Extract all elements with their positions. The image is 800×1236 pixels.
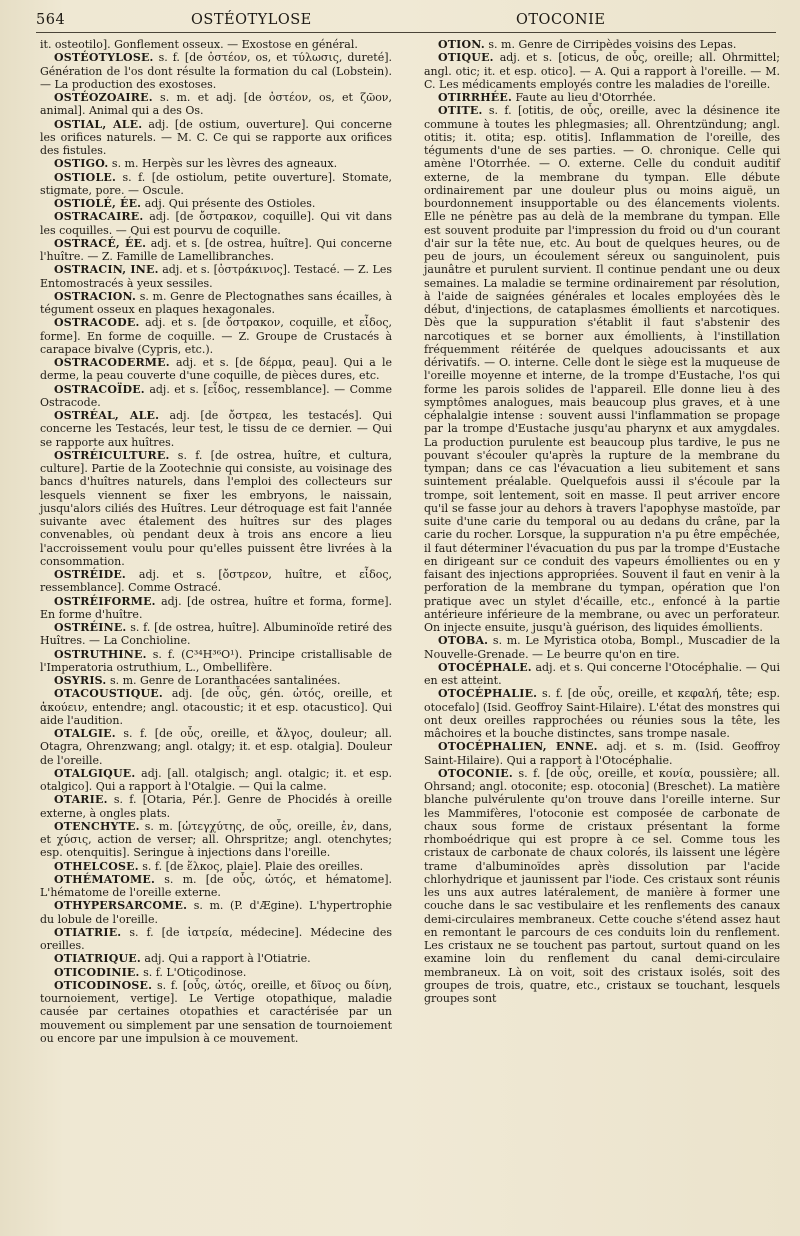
entry-definition: adj. Qui présente des Ostioles. bbox=[144, 197, 316, 210]
entry-headword: OSTRÉICULTURE. bbox=[54, 448, 170, 462]
dictionary-entry bbox=[40, 356, 392, 383]
entry-definition: s. f. [otitis, de οὖς, oreille, avec la désinence ite commune à toutes les phlegmasies; all. Ohrentzündung; angl. otitis; it. otita; esp. otitis]. Inflammation de l'oreille, des téguments d'une de ses parties. — O. chronique. Celle qui amène l'Otorrhée. — O. externe. Celle du conduit auditif externe, de la membrane du tympan. Elle débute ordinairement par une douleur plus ou moins aiguë, un bourdonnement insupportable ou des élancements violents. Elle ne pénètre pas au delà de la membrane du tympan. Elle est souvent produite par l'impression du froid ou d'un courant d'air sur la tête nue, etc. Au bout de quelques heures, ou de peu de jours, un écoulement séreux ou sanguinolent, puis jaunâtre et purulent survient. Il continue pendant une ou deux semaines. La maladie se termine ordinairement par résolution, à l'aide de saignées générales et locales employées dès le début, d'injections, de cataplasmes émollients et narcotiques. Dès que la suppuration s'établit il faut s'abstenir des narcotiques et se borner aux émollients, à l'instillation fréquemment réitérée de quelques adoucissants et aux dérivatifs. — O. interne. Celle dont le siège est la muqueuse de l'oreille moyenne et interne, de la trompe d'Eustache, l'os qui forme les parois solides de l'appareil. Elle donne lieu à des symptômes analogues, mais beaucoup plus graves, et à une céphalalgie intense : souvent aussi l'inflammation se propage par la trompe d'Eustache jusqu'au pharynx et aux amygdales. La production purulente est beaucoup plus tardive, le pus ne pouvant s'écouler qu'après la rupture de la membrane du tympan; dans ce cas l'évacuation a lieu subitement et sans suintement préalable. Quelquefois aussi il s'écoule par la trompe, soit lentement, soit en masse. Il peut arriver encore qu'il se fasse jour au dehors à travers l'apophyse mastoïde, par suite d'une carie du temporal ou au dedans du crâne, par la carie du rocher. Lorsque, la suppuration n'a pu être empêchée, il faut déterminer l'évacuation du pus par la trompe d'Eustache en dirigeant sur ce conduit des vapeurs émollientes ou en y faisant des injections appropriées. Souvent il faut en venir à la perforation de la membrane du tympan, opération que l'on pratique avec un stylet d'écaille, etc., enfoncé à la partie antérieure inférieure de la membrane, ou avec un perforateur. On injecte ensuite, jusqu'à guérison, des liquides émollients. bbox=[424, 104, 780, 634]
entry-definition: s. f. [Otaria, Pér.]. Genre de Phocidés à oreille externe, à ongles plats. bbox=[40, 793, 392, 820]
entry-headword: OSTRACIN, INE. bbox=[54, 263, 159, 277]
entry-headword: OSTIOLÉ, ÉE. bbox=[54, 197, 142, 210]
dictionary-entry bbox=[40, 899, 392, 926]
entry-headword: OSTRACÉ, ÉE. bbox=[54, 236, 147, 250]
dictionary-entry bbox=[40, 51, 392, 91]
header-rule bbox=[36, 32, 776, 33]
dictionary-entry bbox=[40, 171, 392, 198]
entry-definition: s. m. Genre de Cirripèdes voisins des Lepas. bbox=[488, 38, 737, 51]
running-header bbox=[36, 8, 776, 34]
entry-headword: OSTIGO. bbox=[54, 157, 109, 171]
entry-headword: OSTRÉAL, ALE. bbox=[54, 409, 160, 422]
entry-definition: adj. Qui a rapport à l'Otiatrie. bbox=[144, 952, 311, 966]
entry-definition: s. m. Genre de Plectognathes sans écailles, à tégument osseux en plaques hexagonales. bbox=[40, 289, 393, 316]
entry-headword: OTENCHYTE. bbox=[54, 819, 140, 833]
entry-headword: OSTRÉIFORME. bbox=[54, 594, 156, 608]
entry-headword: OTICODINIE. bbox=[54, 965, 140, 979]
dictionary-entry bbox=[40, 263, 392, 290]
entry-headword: OTOBA. bbox=[438, 634, 489, 648]
entry-headword: OSTRACOÏDE. bbox=[54, 382, 145, 396]
entry-definition: adj. et s. Qui concerne l'Otocéphalie. — Qui en est atteint. bbox=[424, 660, 781, 687]
entry-definition: adj. et s. [oticus, de οὖς, oreille; all. Ohrmittel; angl. otic; it. et esp. otico]. — A. Qui a rapport à l'oreille. — M. C. Les médicaments employés contre les maladies de l'oreille. bbox=[424, 51, 780, 91]
entry-definition: s. f. [de ἕλκος, plaie]. Plaie des oreilles. bbox=[142, 859, 364, 873]
entry-headword: OSTRACODERME. bbox=[54, 356, 170, 369]
dictionary-entry bbox=[40, 793, 392, 820]
entry-headword: OSTÉOTYLOSE. bbox=[54, 51, 154, 65]
entry-definition: s. f. [de οὖς, oreille, et κονία, poussière; all. Ohrsand; angl. otoconite; esp. otoconia] (Breschet). La matière blanche pulvérulente qu'on trouve dans l'oreille interne. Sur les Mammifères, l'otoconie est composée de carbonate de chaux sous forme de cristaux présentant la forme rhomboédrique qui est propre à ce sel. Comme tous les cristaux de carbonate de chaux colorés, ils laissent une légère trame d'albuminoïdes après dissolution par l'acide chlorhydrique et jaunissent par l'iode. Ces cristaux sont réunis les uns aux autres latéralement, de manière à former une couche dans le sac vestibulaire et les renflements des canaux demi-circulaires membraneux. Cette couche s'étend assez haut en remontant le parcours de ces conduits loin du renflement. Les cristaux ne se touchent pas partout, surtout quand on les examine loin du renflement du canal demi-circulaire membraneux. Là on voit, soit des cristaux isolés, soit des groupes de trois, quatre, etc., cristaux se touchant, lesquels groupes sont bbox=[424, 766, 780, 1005]
left-column bbox=[40, 38, 392, 1045]
dictionary-entry bbox=[40, 860, 392, 873]
entry-headword: OTALGIQUE. bbox=[54, 766, 136, 780]
entry-headword: OTIATRIE. bbox=[54, 925, 122, 939]
entry-headword: OTOCÉPHALE. bbox=[438, 660, 532, 674]
entry-headword: OTIQUE. bbox=[438, 51, 494, 65]
dictionary-entry bbox=[40, 820, 392, 860]
entry-headword: OTHELCOSE. bbox=[54, 859, 139, 873]
dictionary-entry bbox=[424, 104, 780, 634]
dictionary-entry bbox=[424, 38, 780, 51]
dictionary-entry bbox=[40, 767, 392, 794]
dictionary-entry bbox=[40, 316, 392, 356]
entry-definition: Faute au lieu d'Otorrhée. bbox=[515, 91, 656, 104]
entry-definition: s. f. [οὖς, ὠτός, oreille, et δῖνος ou δίνη, tournoiement, vertige]. Le Vertige otopathique, maladie causée par certaines otopathies et caractérisée par un mouvement ou simplement par une sensation de tournoiement ou encore par une impulsion à ce mouvement. bbox=[40, 978, 392, 1045]
entry-headword: OTOCÉPHALIE. bbox=[438, 687, 538, 701]
entry-definition: adj. [de οὖς, gén. ὠτός, oreille, et ἀκούειν, entendre; angl. otacoustic; it et esp. otacustico]. Qui aide l'audition. bbox=[40, 687, 392, 727]
dictionary-entry bbox=[40, 118, 392, 158]
dictionary-entry bbox=[424, 51, 780, 91]
entry-definition: adj. [de ostrea, huître et forma, forme]. En forme d'huître. bbox=[40, 594, 392, 621]
entry-definition: adj. et s. [de δέρμα, peau]. Qui a le derme, la peau couverte d'une coquille, de pièces dures, etc. bbox=[40, 356, 392, 383]
dictionary-entry bbox=[40, 873, 392, 900]
entry-definition: adj. [de ὄστρακον, coquille]. Qui vit dans les coquilles. — Qui est pourvu de coquille. bbox=[40, 210, 392, 237]
dictionary-entry bbox=[40, 727, 392, 767]
dictionary-entry bbox=[40, 648, 392, 675]
entry-definition: s. f. [de ostrea, huître]. Albuminoïde retiré des Huîtres. — La Conchioline. bbox=[40, 621, 392, 648]
dictionary-entry bbox=[40, 409, 392, 449]
entry-headword: OTIATRIQUE. bbox=[54, 952, 141, 966]
right-column bbox=[424, 38, 780, 1005]
entry-headword: OSTRÉIDE. bbox=[54, 568, 126, 581]
entry-definition: s. m. Le Myristica otoba, Bompl., Muscadier de la Nouvelle-Grenade. — Le beurre qu'on en tire. bbox=[424, 634, 781, 661]
dictionary-entry bbox=[40, 966, 392, 979]
dictionary-entry bbox=[40, 157, 392, 170]
entry-definition: s. f. [de ὀστέον, os, et τύλωσις, dureté]. Génération de l'os dont résulte la formation du cal (Lobstein). — La production des exostoses. bbox=[40, 51, 393, 91]
dictionary-entry bbox=[40, 38, 392, 51]
entry-headword: OTION. bbox=[438, 38, 485, 51]
entry-definition: s. f. [de οὖς, oreille, et ἄλγος, douleur; all. Otagra, Ohrenzwang; angl. otalgy; it. et esp. otalgia]. Douleur de l'oreille. bbox=[40, 727, 392, 767]
entry-headword: OTHÉMATOME. bbox=[54, 872, 156, 886]
entry-headword: OSTRACION. bbox=[54, 289, 137, 303]
entry-headword: OSTRÉINE. bbox=[54, 621, 127, 634]
entry-headword: OTARIE. bbox=[54, 793, 108, 807]
entry-headword: OSTIOLE. bbox=[54, 170, 116, 184]
entry-definition: adj. et s. [εἶδος, ressemblance]. — Comme Ostracode. bbox=[40, 382, 392, 409]
dictionary-entry bbox=[424, 91, 780, 104]
dictionary-entry bbox=[424, 740, 780, 767]
entry-definition: s. f. (C³⁴H³⁶O¹). Principe cristallisable de l'Imperatoria ostruthium, L., Ombellifère. bbox=[40, 647, 392, 674]
dictionary-entry bbox=[40, 926, 392, 953]
dictionary-entry bbox=[40, 674, 392, 687]
dictionary-entry bbox=[40, 595, 392, 622]
entry-definition: adj. [de ostium, ouverture]. Qui concerne les orifices naturels. — M. C. Ce qui se rapporte aux orifices des fistules. bbox=[40, 117, 393, 157]
dictionary-entry bbox=[40, 687, 392, 727]
entry-headword: OSTRACAIRE. bbox=[54, 210, 144, 224]
dictionary-entry bbox=[40, 237, 392, 264]
entry-headword: OTITE. bbox=[438, 104, 483, 118]
entry-definition: s. m. [de οὖς, ὠτός, et hématome]. L'hématome de l'oreille externe. bbox=[40, 872, 392, 899]
entry-definition: adj. et s. m. (Isid. Geoffroy Saint-Hilaire). Qui a rapport à l'Otocéphalie. bbox=[424, 740, 780, 767]
dictionary-entry bbox=[40, 952, 392, 965]
dictionary-entry bbox=[424, 661, 780, 688]
entry-definition: adj. et s. [de ostrea, huître]. Qui concerne l'huître. — Z. Famille de Lamellibranches. bbox=[40, 236, 393, 263]
right-running-head: OTOCONIE bbox=[516, 12, 606, 28]
entry-headword: OSTIAL, ALE. bbox=[54, 117, 143, 131]
dictionary-entry bbox=[40, 210, 392, 237]
entry-headword: OSTÉOZOAIRE. bbox=[54, 91, 153, 104]
entry-definition: s. m. Herpès sur les lèvres des agneaux. bbox=[111, 157, 338, 171]
dictionary-entry bbox=[40, 568, 392, 595]
entry-definition: s. m. et adj. [de ὀστέον, os, et ζῶον, animal]. Animal qui a des Os. bbox=[40, 91, 392, 118]
entry-definition: it. osteotilo]. Gonflement osseux. — Exostose en général. bbox=[40, 38, 358, 51]
dictionary-entry bbox=[424, 687, 780, 740]
dictionary-entry bbox=[40, 290, 392, 317]
dictionary-entry bbox=[40, 197, 392, 210]
dictionary-entry bbox=[424, 767, 780, 1006]
entry-definition: adj. [de ὄστρεα, les testacés]. Qui concerne les Testacés, leur test, le tissu de ce dernier. — Qui se rapporte aux huîtres. bbox=[40, 409, 393, 449]
entry-headword: OSYRIS. bbox=[54, 674, 107, 687]
dictionary-entry bbox=[424, 634, 780, 661]
entry-headword: OTICODINOSE. bbox=[54, 978, 153, 992]
entry-definition: s. f. [de ostiolum, petite ouverture]. Stomate, stigmate, pore. — Oscule. bbox=[40, 170, 392, 197]
dictionary-entry bbox=[40, 383, 392, 410]
entry-definition: s. m. Genre de Loranthacées santalinées. bbox=[109, 674, 341, 687]
entry-headword: OTACOUSTIQUE. bbox=[54, 687, 163, 701]
entry-definition: adj. et s. [ὄστρεον, huître, et εἶδος, ressemblance]. Comme Ostracé. bbox=[40, 568, 392, 595]
dictionary-entry bbox=[40, 91, 392, 118]
dictionary-entry bbox=[40, 621, 392, 648]
left-running-head: OSTÉOTYLOSE bbox=[191, 12, 312, 28]
entry-headword: OTIRRHÉE. bbox=[438, 91, 512, 104]
dictionary-entry bbox=[40, 979, 392, 1045]
entry-definition: s. m. [ὠτεγχύτης, de οὖς, oreille, ἐν, dans, et χύσις, action de verser; all. Ohrspritze; angl. otenchytes; esp. otenquitis]. Seringue à injections dans l'oreille. bbox=[40, 819, 393, 860]
entry-definition: s. m. (P. d'Ægine). L'hypertrophie du lobule de l'oreille. bbox=[40, 899, 392, 926]
entry-definition: s. f. [de ἰατρεία, médecine]. Médecine des oreilles. bbox=[40, 925, 393, 952]
entry-definition: adj. [all. otalgisch; angl. otalgic; it. et esp. otalgico]. Qui a rapport à l'Otalgie. — Qui la calme. bbox=[40, 766, 392, 793]
entry-definition: s. f. [de ostrea, huître, et cultura, culture]. Partie de la Zootechnie qui consiste, au voisinage des bancs d'huîtres naturels, dans l'emploi des collecteurs sur lesquels viennent se fixer les embryons, le naissain, jusqu'alors ciliés des Huîtres. Leur détroquage est fait l'année suivante avec étalement des huîtres sur des plages convenables, où pendant deux à trois ans encore a lieu l'accroissement voulu pour qu'elles puissent être livrées à la consommation. bbox=[40, 448, 392, 568]
entry-headword: OTOCÉPHALIEN, ENNE. bbox=[438, 740, 598, 754]
entry-definition: s. f. [de οὖς, oreille, et κεφαλή, tête; esp. otocefalo] (Isid. Geoffroy Saint-Hilaire). L'état des monstres qui ont deux oreilles rapprochées ou réunies sous la tête, les mâchoires et la bouche distinctes, sans trompe nasale. bbox=[424, 687, 780, 740]
entry-definition: s. f. L'Oticodinose. bbox=[143, 965, 247, 979]
entry-headword: OSTRUTHINE. bbox=[54, 647, 147, 661]
page-number: 564 bbox=[36, 12, 66, 28]
entry-headword: OSTRACODE. bbox=[54, 316, 140, 330]
entry-definition: adj. et s. [ὀστράκινος]. Testacé. — Z. Les Entomostracés à yeux sessiles. bbox=[40, 263, 393, 290]
entry-headword: OTALGIE. bbox=[54, 727, 116, 740]
entry-headword: OTHYPERSARCOME. bbox=[54, 899, 188, 913]
entry-headword: OTOCONIE. bbox=[438, 766, 513, 780]
dictionary-entry bbox=[40, 449, 392, 568]
entry-definition: adj. et s. [de ὄστρακον, coquille, et εἶδος, forme]. En forme de coquille. — Z. Groupe de Crustacés à carapace bivalve (Cypris, etc.). bbox=[40, 316, 392, 356]
